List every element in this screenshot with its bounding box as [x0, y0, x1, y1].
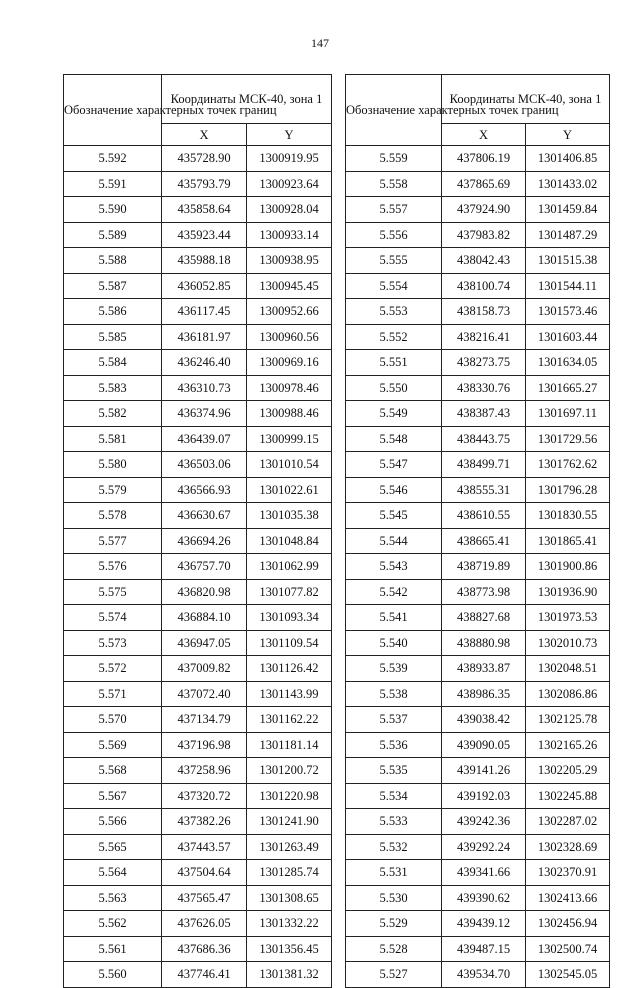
point-label-cell: 5.581 [64, 426, 162, 452]
x-coordinate-cell: 436566.93 [162, 477, 247, 503]
x-coordinate-cell: 436947.05 [162, 630, 247, 656]
point-label-cell: 5.553 [346, 299, 442, 325]
x-coordinate-cell: 438273.75 [442, 350, 526, 376]
point-label-cell: 5.538 [346, 681, 442, 707]
y-coordinate-cell: 1300919.95 [247, 146, 332, 172]
x-coordinate-cell: 438719.89 [442, 554, 526, 580]
point-label-cell: 5.569 [64, 732, 162, 758]
x-coordinate-cell: 436694.26 [162, 528, 247, 554]
x-coordinate-cell: 438330.76 [442, 375, 526, 401]
x-coordinate-cell: 439090.05 [442, 732, 526, 758]
x-coordinate-cell: 437626.05 [162, 911, 247, 937]
x-coordinate-cell: 439534.70 [442, 962, 526, 988]
table-row [346, 681, 610, 707]
y-coordinate-cell: 1301285.74 [247, 860, 332, 886]
y-coordinate-cell: 1300923.64 [247, 171, 332, 197]
point-label-cell: 5.544 [346, 528, 442, 554]
table-row [64, 911, 332, 937]
y-coordinate-cell: 1301035.38 [247, 503, 332, 529]
point-label-cell: 5.555 [346, 248, 442, 274]
table-row [64, 197, 332, 223]
table-row [64, 528, 332, 554]
y-coordinate-cell: 1302245.88 [526, 783, 610, 809]
point-label-cell: 5.587 [64, 273, 162, 299]
x-coordinate-cell: 439242.36 [442, 809, 526, 835]
x-coordinate-cell: 435923.44 [162, 222, 247, 248]
y-coordinate-cell: 1302205.29 [526, 758, 610, 784]
x-coordinate-cell: 438665.41 [442, 528, 526, 554]
x-coordinate-cell: 437196.98 [162, 732, 247, 758]
y-coordinate-cell: 1301459.84 [526, 197, 610, 223]
y-coordinate-cell: 1301406.85 [526, 146, 610, 172]
table-row [346, 197, 610, 223]
table-row [64, 732, 332, 758]
table-row [346, 248, 610, 274]
y-coordinate-cell: 1301263.49 [247, 834, 332, 860]
table-row [64, 503, 332, 529]
x-coordinate-cell: 438880.98 [442, 630, 526, 656]
table-row [346, 299, 610, 325]
table-row [346, 707, 610, 733]
y-coordinate-cell: 1301830.55 [526, 503, 610, 529]
table-row [346, 834, 610, 860]
point-label-cell: 5.528 [346, 936, 442, 962]
point-label-cell: 5.575 [64, 579, 162, 605]
table-row [346, 911, 610, 937]
table-row [346, 962, 610, 988]
x-coordinate-cell: 437983.82 [442, 222, 526, 248]
point-label-cell: 5.580 [64, 452, 162, 478]
x-coordinate-cell: 439192.03 [442, 783, 526, 809]
x-coordinate-cell: 439390.62 [442, 885, 526, 911]
x-coordinate-cell: 437746.41 [162, 962, 247, 988]
table-row [346, 171, 610, 197]
x-coordinate-cell: 438499.71 [442, 452, 526, 478]
x-coordinate-cell: 438773.98 [442, 579, 526, 605]
x-coordinate-cell: 436181.97 [162, 324, 247, 350]
y-coordinate-cell: 1301665.27 [526, 375, 610, 401]
y-coordinate-cell: 1301200.72 [247, 758, 332, 784]
coordinates-body-right [346, 146, 610, 988]
point-label-cell: 5.560 [64, 962, 162, 988]
y-coordinate-cell: 1301544.11 [526, 273, 610, 299]
point-label-cell: 5.561 [64, 936, 162, 962]
header-y: Y [247, 124, 332, 146]
y-coordinate-cell: 1300928.04 [247, 197, 332, 223]
x-coordinate-cell: 439487.15 [442, 936, 526, 962]
table-row [346, 324, 610, 350]
table-row [346, 554, 610, 580]
y-coordinate-cell: 1302500.74 [526, 936, 610, 962]
x-coordinate-cell: 437806.19 [442, 146, 526, 172]
point-label-cell: 5.564 [64, 860, 162, 886]
x-coordinate-cell: 437072.40 [162, 681, 247, 707]
y-coordinate-cell: 1300933.14 [247, 222, 332, 248]
x-coordinate-cell: 436757.70 [162, 554, 247, 580]
x-coordinate-cell: 435858.64 [162, 197, 247, 223]
y-coordinate-cell: 1300945.45 [247, 273, 332, 299]
x-coordinate-cell: 438610.55 [442, 503, 526, 529]
y-coordinate-cell: 1301022.61 [247, 477, 332, 503]
header-coordinates-group: Координаты МСК-40, зона 1 [162, 75, 332, 124]
coordinates-body-left [64, 146, 332, 988]
point-label-cell: 5.545 [346, 503, 442, 529]
x-coordinate-cell: 439038.42 [442, 707, 526, 733]
table-row [346, 477, 610, 503]
y-coordinate-cell: 1301077.82 [247, 579, 332, 605]
table-row [64, 579, 332, 605]
y-coordinate-cell: 1301900.86 [526, 554, 610, 580]
y-coordinate-cell: 1300969.16 [247, 350, 332, 376]
x-coordinate-cell: 437686.36 [162, 936, 247, 962]
x-coordinate-cell: 435728.90 [162, 146, 247, 172]
table-row [346, 375, 610, 401]
point-label-cell: 5.536 [346, 732, 442, 758]
table-row [64, 809, 332, 835]
y-coordinate-cell: 1300960.56 [247, 324, 332, 350]
y-coordinate-cell: 1301796.28 [526, 477, 610, 503]
table-row [346, 860, 610, 886]
y-coordinate-cell: 1301143.99 [247, 681, 332, 707]
point-label-cell: 5.551 [346, 350, 442, 376]
y-coordinate-cell: 1301048.84 [247, 528, 332, 554]
header-point-label: Обозначение характерных точек границ [64, 75, 162, 146]
table-row [64, 477, 332, 503]
table-row [346, 758, 610, 784]
point-label-cell: 5.567 [64, 783, 162, 809]
point-label-cell: 5.563 [64, 885, 162, 911]
y-coordinate-cell: 1301973.53 [526, 605, 610, 631]
x-coordinate-cell: 438158.73 [442, 299, 526, 325]
x-coordinate-cell: 436310.73 [162, 375, 247, 401]
table-row [64, 962, 332, 988]
y-coordinate-cell: 1301865.41 [526, 528, 610, 554]
point-label-cell: 5.548 [346, 426, 442, 452]
point-label-cell: 5.590 [64, 197, 162, 223]
point-label-cell: 5.554 [346, 273, 442, 299]
x-coordinate-cell: 435988.18 [162, 248, 247, 274]
y-coordinate-cell: 1301936.90 [526, 579, 610, 605]
x-coordinate-cell: 437258.96 [162, 758, 247, 784]
point-label-cell: 5.571 [64, 681, 162, 707]
y-coordinate-cell: 1302287.02 [526, 809, 610, 835]
x-coordinate-cell: 438042.43 [442, 248, 526, 274]
y-coordinate-cell: 1301487.29 [526, 222, 610, 248]
header-coordinates-group: Координаты МСК-40, зона 1 [442, 75, 610, 124]
y-coordinate-cell: 1301093.34 [247, 605, 332, 631]
x-coordinate-cell: 437009.82 [162, 656, 247, 682]
point-label-cell: 5.583 [64, 375, 162, 401]
y-coordinate-cell: 1301308.65 [247, 885, 332, 911]
y-coordinate-cell: 1300938.95 [247, 248, 332, 274]
point-label-cell: 5.566 [64, 809, 162, 835]
table-row [346, 630, 610, 656]
y-coordinate-cell: 1301634.05 [526, 350, 610, 376]
table-row [64, 834, 332, 860]
x-coordinate-cell: 438555.31 [442, 477, 526, 503]
point-label-cell: 5.574 [64, 605, 162, 631]
x-coordinate-cell: 438100.74 [442, 273, 526, 299]
table-row [64, 707, 332, 733]
x-coordinate-cell: 438986.35 [442, 681, 526, 707]
table-row [346, 146, 610, 172]
table-row [64, 758, 332, 784]
table-row [64, 885, 332, 911]
point-label-cell: 5.549 [346, 401, 442, 427]
point-label-cell: 5.570 [64, 707, 162, 733]
y-coordinate-cell: 1301697.11 [526, 401, 610, 427]
table-row [346, 936, 610, 962]
point-label-cell: 5.550 [346, 375, 442, 401]
y-coordinate-cell: 1302328.69 [526, 834, 610, 860]
point-label-cell: 5.584 [64, 350, 162, 376]
point-label-cell: 5.582 [64, 401, 162, 427]
table-row [346, 885, 610, 911]
table-row [64, 222, 332, 248]
y-coordinate-cell: 1300978.46 [247, 375, 332, 401]
table-row [64, 375, 332, 401]
x-coordinate-cell: 436503.06 [162, 452, 247, 478]
table-row [64, 171, 332, 197]
table-row [64, 605, 332, 631]
header-x: X [442, 124, 526, 146]
table-row [346, 426, 610, 452]
y-coordinate-cell: 1301241.90 [247, 809, 332, 835]
x-coordinate-cell: 439292.24 [442, 834, 526, 860]
x-coordinate-cell: 436052.85 [162, 273, 247, 299]
point-label-cell: 5.565 [64, 834, 162, 860]
table-row [346, 503, 610, 529]
y-coordinate-cell: 1302010.73 [526, 630, 610, 656]
point-label-cell: 5.543 [346, 554, 442, 580]
table-row [64, 324, 332, 350]
y-coordinate-cell: 1300999.15 [247, 426, 332, 452]
y-coordinate-cell: 1301010.54 [247, 452, 332, 478]
x-coordinate-cell: 435793.79 [162, 171, 247, 197]
y-coordinate-cell: 1302086.86 [526, 681, 610, 707]
point-label-cell: 5.539 [346, 656, 442, 682]
point-label-cell: 5.532 [346, 834, 442, 860]
x-coordinate-cell: 437565.47 [162, 885, 247, 911]
table-row [346, 528, 610, 554]
y-coordinate-cell: 1301181.14 [247, 732, 332, 758]
table-row [64, 783, 332, 809]
y-coordinate-cell: 1301381.32 [247, 962, 332, 988]
table-row [346, 579, 610, 605]
x-coordinate-cell: 436820.98 [162, 579, 247, 605]
point-label-cell: 5.572 [64, 656, 162, 682]
point-label-cell: 5.556 [346, 222, 442, 248]
x-coordinate-cell: 439341.66 [442, 860, 526, 886]
point-label-cell: 5.579 [64, 477, 162, 503]
coordinates-table-left [63, 74, 332, 988]
point-label-cell: 5.530 [346, 885, 442, 911]
point-label-cell: 5.589 [64, 222, 162, 248]
point-label-cell: 5.533 [346, 809, 442, 835]
table-row [346, 732, 610, 758]
x-coordinate-cell: 437504.64 [162, 860, 247, 886]
table-row [346, 222, 610, 248]
point-label-cell: 5.546 [346, 477, 442, 503]
point-label-cell: 5.558 [346, 171, 442, 197]
table-row [346, 656, 610, 682]
point-label-cell: 5.591 [64, 171, 162, 197]
x-coordinate-cell: 438443.75 [442, 426, 526, 452]
table-row [346, 783, 610, 809]
table-row [64, 401, 332, 427]
x-coordinate-cell: 437443.57 [162, 834, 247, 860]
x-coordinate-cell: 438933.87 [442, 656, 526, 682]
table-row [346, 273, 610, 299]
x-coordinate-cell: 436117.45 [162, 299, 247, 325]
table-row [346, 401, 610, 427]
table-row [64, 936, 332, 962]
point-label-cell: 5.535 [346, 758, 442, 784]
x-coordinate-cell: 437134.79 [162, 707, 247, 733]
y-coordinate-cell: 1302125.78 [526, 707, 610, 733]
y-coordinate-cell: 1301220.98 [247, 783, 332, 809]
point-label-cell: 5.557 [346, 197, 442, 223]
table-row [64, 554, 332, 580]
y-coordinate-cell: 1301162.22 [247, 707, 332, 733]
point-label-cell: 5.537 [346, 707, 442, 733]
x-coordinate-cell: 437865.69 [442, 171, 526, 197]
y-coordinate-cell: 1302545.05 [526, 962, 610, 988]
y-coordinate-cell: 1300952.66 [247, 299, 332, 325]
y-coordinate-cell: 1302370.91 [526, 860, 610, 886]
point-label-cell: 5.578 [64, 503, 162, 529]
point-label-cell: 5.585 [64, 324, 162, 350]
point-label-cell: 5.529 [346, 911, 442, 937]
table-row [64, 681, 332, 707]
table-row [346, 809, 610, 835]
table-row [64, 273, 332, 299]
header-y: Y [526, 124, 610, 146]
header-x: X [162, 124, 247, 146]
x-coordinate-cell: 439439.12 [442, 911, 526, 937]
point-label-cell: 5.592 [64, 146, 162, 172]
x-coordinate-cell: 436884.10 [162, 605, 247, 631]
x-coordinate-cell: 437382.26 [162, 809, 247, 835]
page-number: 147 [311, 36, 329, 50]
point-label-cell: 5.534 [346, 783, 442, 809]
x-coordinate-cell: 438827.68 [442, 605, 526, 631]
x-coordinate-cell: 437924.90 [442, 197, 526, 223]
point-label-cell: 5.568 [64, 758, 162, 784]
x-coordinate-cell: 436630.67 [162, 503, 247, 529]
x-coordinate-cell: 439141.26 [442, 758, 526, 784]
y-coordinate-cell: 1302165.26 [526, 732, 610, 758]
y-coordinate-cell: 1301515.38 [526, 248, 610, 274]
y-coordinate-cell: 1302456.94 [526, 911, 610, 937]
x-coordinate-cell: 436439.07 [162, 426, 247, 452]
x-coordinate-cell: 436374.96 [162, 401, 247, 427]
point-label-cell: 5.559 [346, 146, 442, 172]
table-row [64, 860, 332, 886]
table-row [64, 350, 332, 376]
table-row [346, 350, 610, 376]
table-row [64, 299, 332, 325]
point-label-cell: 5.531 [346, 860, 442, 886]
table-row [346, 605, 610, 631]
y-coordinate-cell: 1301332.22 [247, 911, 332, 937]
x-coordinate-cell: 438216.41 [442, 324, 526, 350]
table-row [64, 248, 332, 274]
table-row [346, 452, 610, 478]
x-coordinate-cell: 436246.40 [162, 350, 247, 376]
table-row [64, 656, 332, 682]
point-label-cell: 5.547 [346, 452, 442, 478]
table-row [64, 630, 332, 656]
y-coordinate-cell: 1301762.62 [526, 452, 610, 478]
y-coordinate-cell: 1302048.51 [526, 656, 610, 682]
header-point-label: Обозначение характерных точек границ [346, 75, 442, 146]
point-label-cell: 5.552 [346, 324, 442, 350]
point-label-cell: 5.577 [64, 528, 162, 554]
y-coordinate-cell: 1300988.46 [247, 401, 332, 427]
point-label-cell: 5.541 [346, 605, 442, 631]
point-label-cell: 5.573 [64, 630, 162, 656]
y-coordinate-cell: 1301126.42 [247, 656, 332, 682]
coordinates-table-right [345, 74, 610, 988]
point-label-cell: 5.586 [64, 299, 162, 325]
x-coordinate-cell: 438387.43 [442, 401, 526, 427]
point-label-cell: 5.527 [346, 962, 442, 988]
point-label-cell: 5.588 [64, 248, 162, 274]
y-coordinate-cell: 1301109.54 [247, 630, 332, 656]
y-coordinate-cell: 1301603.44 [526, 324, 610, 350]
point-label-cell: 5.562 [64, 911, 162, 937]
x-coordinate-cell: 437320.72 [162, 783, 247, 809]
y-coordinate-cell: 1301433.02 [526, 171, 610, 197]
y-coordinate-cell: 1301729.56 [526, 426, 610, 452]
y-coordinate-cell: 1301356.45 [247, 936, 332, 962]
table-row [64, 146, 332, 172]
point-label-cell: 5.542 [346, 579, 442, 605]
y-coordinate-cell: 1301062.99 [247, 554, 332, 580]
point-label-cell: 5.576 [64, 554, 162, 580]
y-coordinate-cell: 1301573.46 [526, 299, 610, 325]
table-row [64, 452, 332, 478]
y-coordinate-cell: 1302413.66 [526, 885, 610, 911]
table-row [64, 426, 332, 452]
point-label-cell: 5.540 [346, 630, 442, 656]
